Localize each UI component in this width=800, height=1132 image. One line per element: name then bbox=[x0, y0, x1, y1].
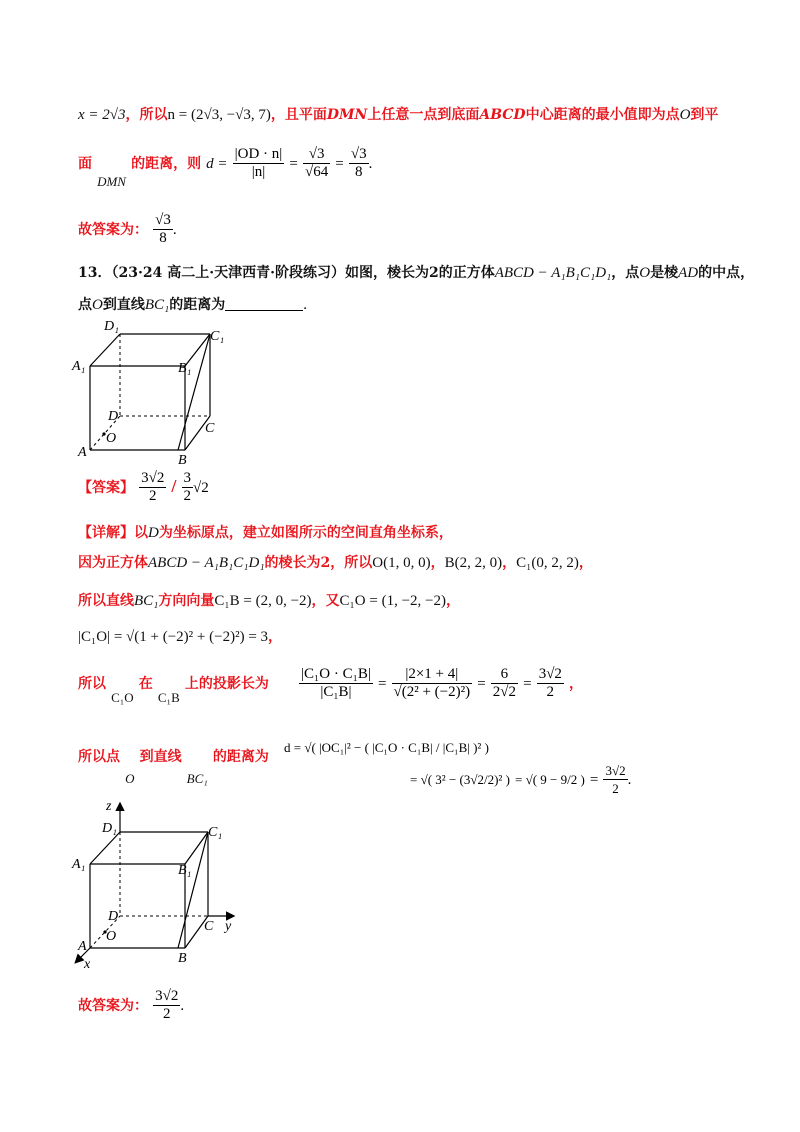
detail-line-5: 所以 $_{C_1O}$ 在 $_{C_1B}$ 上的投影长为 $\frac{\text{|C₁O · C₁B|}}{\text{|C₁B|}}$ = $\frac{|2\times 1 + 4|}{\text{√(2² + (−2)²)}}$ = $\frac{6}{2√2}$ = $\frac{3√2}{2}$ ， bbox=[78, 666, 584, 705]
prev-line-1: x = 2√3，所以n = (2√3, −√3, 7)，且平面DMN上任意一点到底面ABCD中心距离的最小值即为点O到平 bbox=[78, 107, 719, 123]
answer-blank bbox=[225, 296, 303, 311]
label-a: A bbox=[78, 939, 87, 954]
answer-line: 【答案】 $\frac{3√2}{2}$ / $\frac{3}{2}$ √2 bbox=[78, 470, 209, 504]
question-13-line-1: 13．（23·24 高二上·天津西青·阶段练习）如图，棱长为2的正方体ABCD − A₁B₁C₁D₁，点O是棱AD的中点， bbox=[78, 265, 755, 281]
detail-line-4: |C₁O| = √(1 + (−2)² + (−2)²) = 3， bbox=[78, 629, 283, 645]
detail-line-2: 因为正方体ABCD − A₁B₁C₁D₁的棱长为2，所以O(1, 0, 0)，B(2, 2, 0)，C₁(0, 2, 2)， bbox=[78, 555, 593, 571]
label-d1: D₁ bbox=[102, 821, 117, 836]
magnitude-c1o: |C₁O| = √(1 + (−2)² + (−2)²) = 3 bbox=[78, 629, 269, 645]
label-a: A bbox=[78, 445, 87, 460]
label-c: C bbox=[204, 919, 214, 934]
detail-line-6: 所以点 $_O$ 到直线 $_{BC_1}$ 的距离为 bbox=[78, 749, 269, 786]
projection-fraction: $\frac{\text{|C₁O · C₁B|}}{\text{|C₁B|}}$ bbox=[301, 666, 371, 700]
detail-line-1: 【详解】以D为坐标原点，建立如图所示的空间直角坐标系， bbox=[78, 525, 453, 541]
question-13-line-2: 点O到直线BC₁的距离为 . bbox=[78, 297, 307, 313]
vector-c1o: C₁O = (1, −2, −2) bbox=[339, 593, 446, 609]
label-d: D bbox=[108, 909, 119, 924]
label-o: O bbox=[106, 431, 117, 446]
edge-b1-c1 bbox=[185, 832, 208, 864]
vector-c1b: C₁B = (2, 0, −2) bbox=[214, 593, 312, 609]
label-b1: B₁ bbox=[178, 863, 192, 878]
point-o-coords: O(1, 0, 0) bbox=[372, 555, 431, 571]
math-x-value: x = 2√3 bbox=[78, 107, 126, 123]
axis-label-x: x bbox=[84, 957, 91, 972]
prev-line-2: 面 $_{DMN}$ 的距离，则 d = $\frac{|OD \cdot n|}{|n|}$ = $\frac{√3}{√64}$ = $\frac{√3}{8}$ . bbox=[78, 146, 373, 189]
label-b: B bbox=[178, 951, 187, 966]
axis-label-y: y bbox=[225, 919, 232, 934]
distance-formula: d = √( |OC₁|² − ( |C₁O · C₁B| / |C₁B| )² ) bbox=[284, 740, 489, 755]
label-o: O bbox=[106, 929, 117, 944]
distance-fraction: $\frac{|OD \cdot n|}{|n|}$ bbox=[234, 146, 283, 180]
label-a1: A₁ bbox=[72, 857, 86, 872]
label-d: D bbox=[108, 409, 119, 424]
question-source: （23·24 高二上·天津西青·阶段练习） bbox=[111, 265, 345, 281]
label-b1: B₁ bbox=[178, 361, 192, 376]
distance-formula-cont: = √( 3² − (3√2/2)² ) = √( 9 − 9/2 ) = $\frac{3√2}{2}$ . bbox=[410, 763, 632, 796]
label-c: C bbox=[205, 421, 215, 436]
detail-line-3: 所以直线BC₁方向向量C₁B = (2, 0, −2)，又C₁O = (1, −2, −2)， bbox=[78, 593, 460, 609]
cube-figure-2 bbox=[68, 796, 248, 972]
question-number: 13． bbox=[78, 265, 112, 281]
edge-a1-d1 bbox=[90, 334, 120, 366]
point-b-coords: B(2, 2, 0) bbox=[444, 555, 503, 571]
axis-label-z: z bbox=[106, 799, 112, 814]
final-answer-line: 故答案为： $\frac{3√2}{2}$ . bbox=[78, 988, 185, 1022]
prev-answer-line: 故答案为： $\frac{√3}{8}$ . bbox=[78, 212, 177, 246]
answer-label: 【答案】 bbox=[78, 480, 134, 496]
label-c1: C₁ bbox=[210, 329, 225, 344]
label-d1: D₁ bbox=[104, 319, 119, 334]
label-c1: C₁ bbox=[208, 825, 223, 840]
final-answer-label: 故答案为： bbox=[78, 998, 148, 1014]
label-b: B bbox=[178, 453, 187, 468]
cube-figure-1 bbox=[70, 318, 240, 468]
edge-a1-d1 bbox=[90, 832, 120, 864]
detail-label: 【详解】 bbox=[78, 525, 134, 541]
label-a1: A₁ bbox=[72, 359, 86, 374]
point-c1-coords: C₁(0, 2, 2) bbox=[516, 555, 579, 571]
math-normal-vector: n = (2√3, −√3, 7) bbox=[167, 107, 271, 123]
